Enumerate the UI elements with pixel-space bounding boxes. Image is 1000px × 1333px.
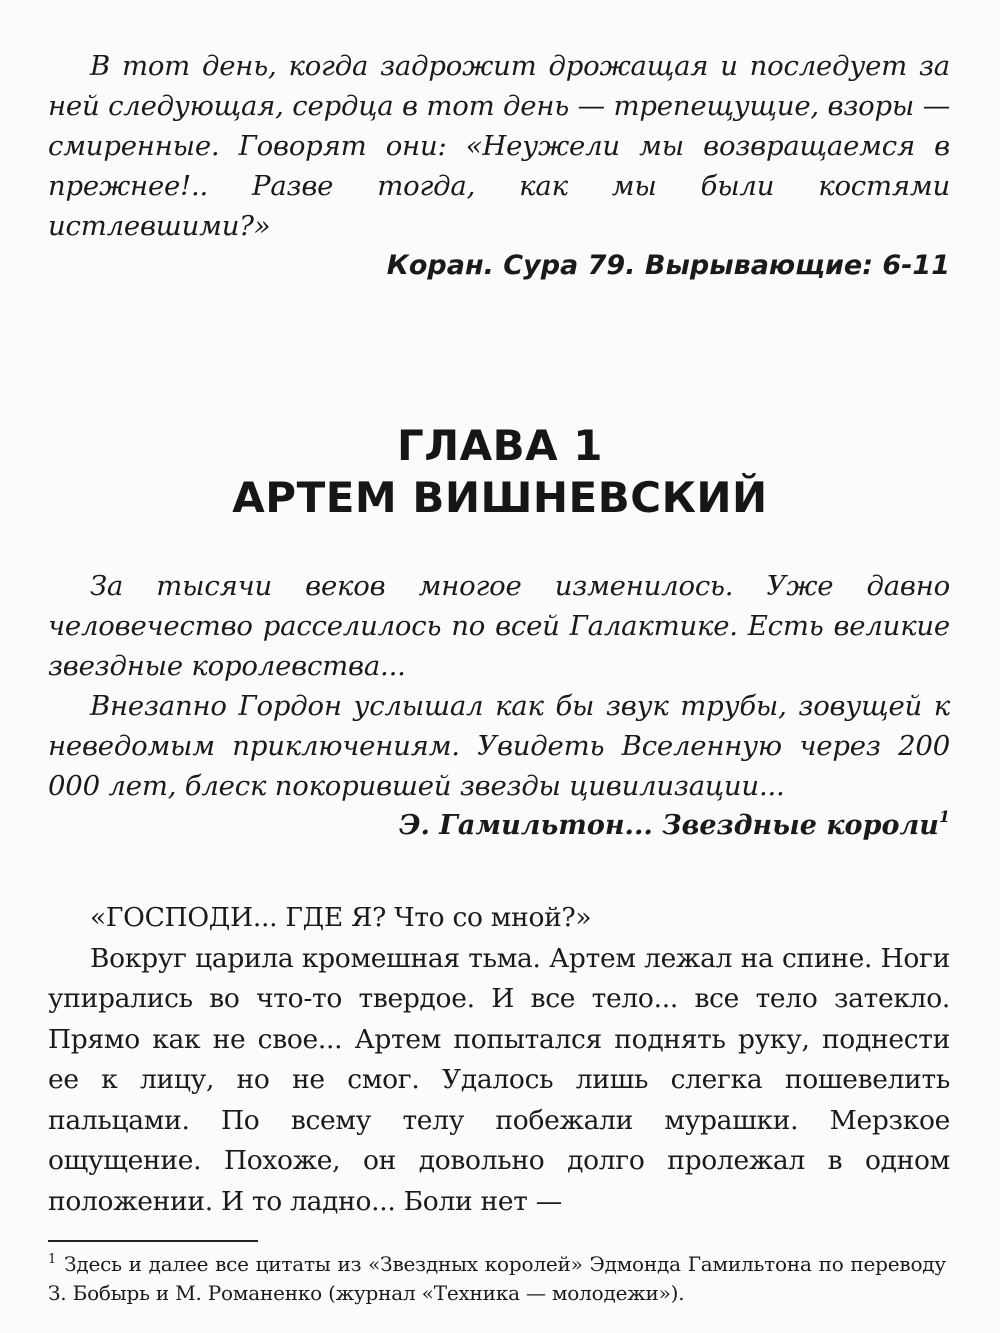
- epigraph-hamilton-paragraph-1: За тысячи веков многое изменилось. Уже давно человечество расселилось по всей Галактике. Есть великие звездные королевства...: [48, 570, 950, 682]
- footnote-marker: 1: [48, 1252, 57, 1267]
- epigraph-hamilton-paragraph-2: Внезапно Гордон услышал как бы звук трубы, зовущей к неведомым приключениям. Увидеть Вселенную через 200 000 лет, блеск покорившей звезды цивилизации...: [48, 690, 950, 802]
- epigraph-hamilton-attribution: [48, 806, 950, 846]
- footnote-text: Здесь и далее все цитаты из «Звездных королей» Эдмонда Гамильтона по переводу З. Бобырь и М. Романенко (журнал «Техника — молодежи»).: [48, 1252, 946, 1305]
- epigraph-hamilton-attribution-text: Э. Гамильтон... Звездные короли: [399, 810, 939, 841]
- footnote: [48, 1250, 946, 1308]
- footnote-divider: [48, 1240, 258, 1242]
- chapter-title: АРТЕМ ВИШНЕВСКИЙ: [232, 473, 768, 522]
- epigraph-hamilton: [48, 566, 950, 846]
- epigraph-quran-attribution: Коран. Сура 79. Вырывающие: 6-11: [386, 250, 950, 281]
- main-text: [48, 898, 950, 1222]
- epigraph-quran-text: В тот день, когда задрожит дрожащая и последует за ней следующая, сердца в тот день — трепещущие, взоры — смиренные. Говорят они: «Неужели мы возвращаемся в прежнее!.. Разве тогда, как мы были костями истлевшими?»: [48, 50, 950, 242]
- body-paragraph-2: Вокруг царила кромешная тьма. Артем лежал на спине. Ноги упирались во что-то твердое. И все тело... все тело затекло. Прямо как не свое... Артем попытался поднять руку, поднести ее к лицу, но не смог. Удалось лишь слегка пошевелить пальцами. По всему телу побежали мурашки. Мерзкое ощущение. Похоже, он довольно долго пролежал в одном положении. И то ладно... Боли нет —: [48, 942, 950, 1217]
- epigraph-quran: [48, 46, 950, 286]
- body-paragraph-1: «ГОСПОДИ... ГДЕ Я? Что со мной?»: [90, 902, 592, 933]
- chapter-number: ГЛАВА 1: [396, 421, 603, 470]
- footnote-reference: 1: [938, 807, 950, 826]
